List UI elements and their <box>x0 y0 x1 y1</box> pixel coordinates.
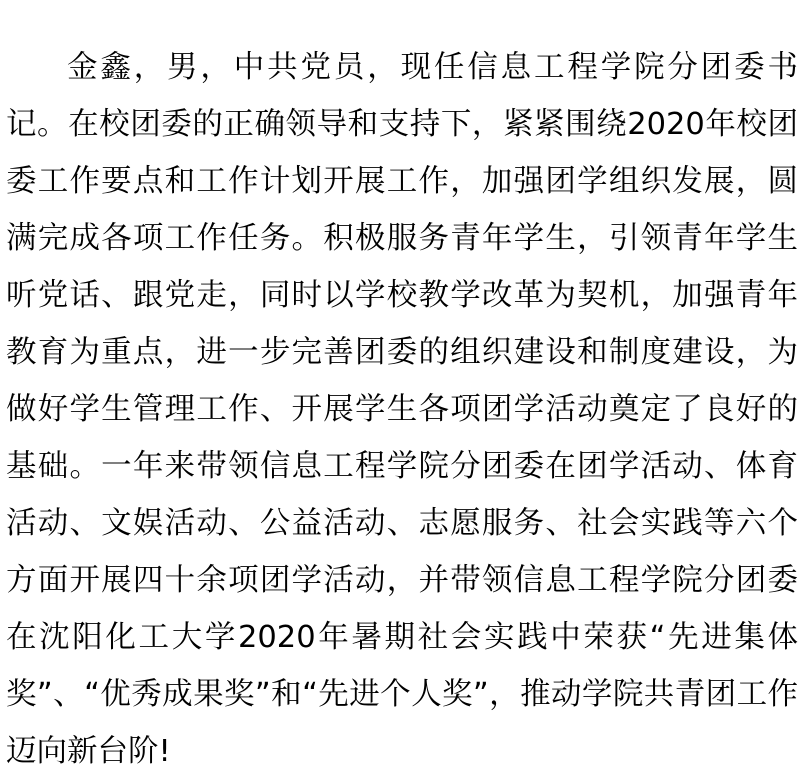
paragraph-body: 金鑫，男，中共党员，现任信息工程学院分团委书记。在校团委的正确领导和支持下，紧紧围绕2020年校团委工作要点和工作计划开展工作，加强团学组织发展，圆满完成各项工作任务。积极服务青年学生，引领青年学生听党话、跟党走，同时以学校教学改革为契机，加强青年教育为重点，进一步完善团委的组织建设和制度建设，为做好学生管理工作、开展学生各项团学活动奠定了良好的基础。一年来带领信息工程学院分团委在团学活动、体育活动、文娱活动、公益活动、志愿服务、社会实践等六个方面开展四十余项团学活动，并带领信息工程学院分团委在沈阳化工大学2020年暑期社会实践中荣获“先进集体奖”、“优秀成果奖”和“先进个人奖”，推动学院共青团工作迈向新台阶! <box>6 49 798 769</box>
